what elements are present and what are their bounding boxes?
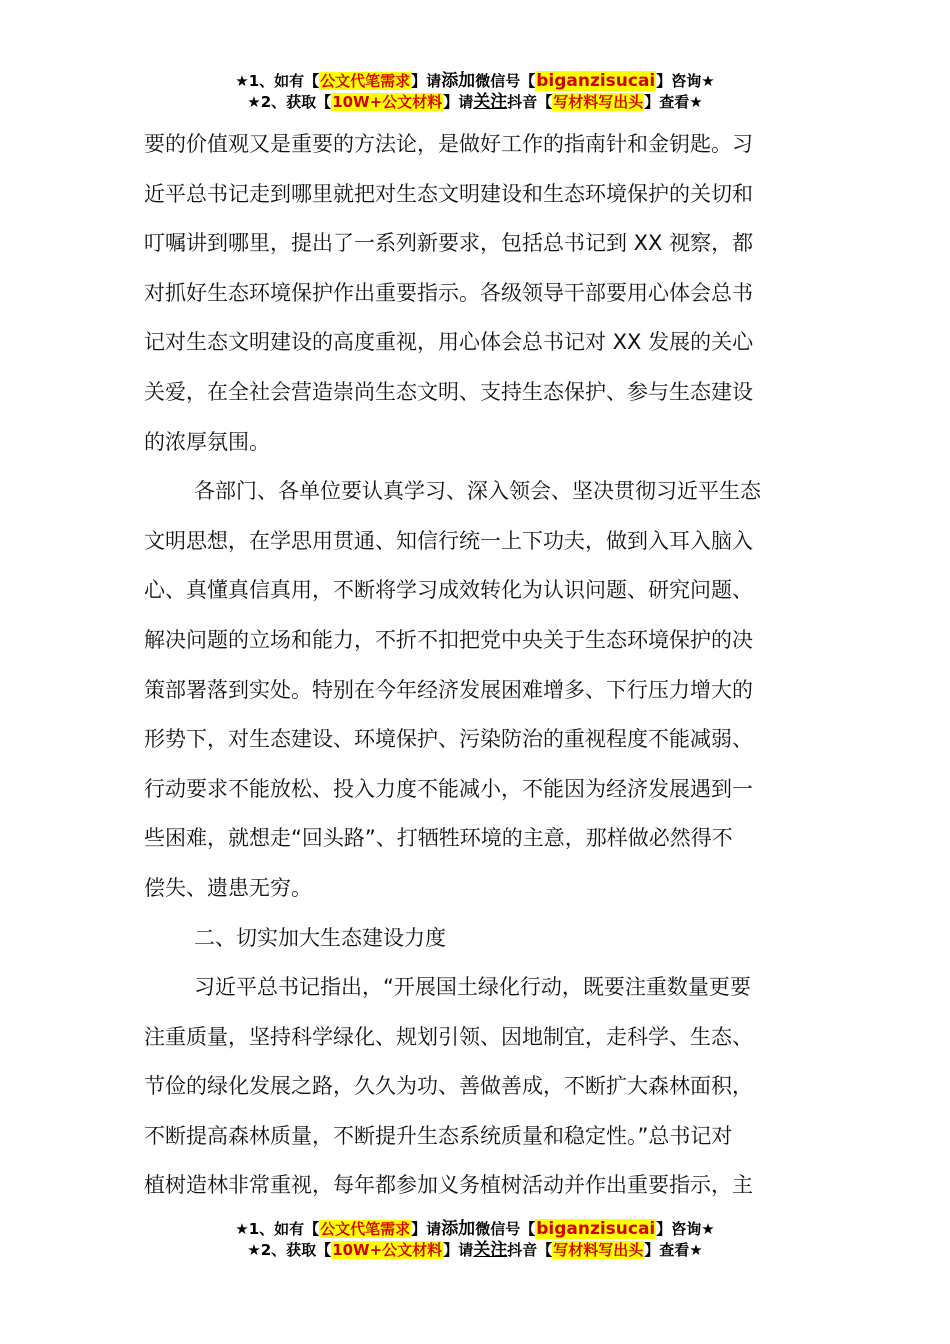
paragraph-line: 对抓好生态环境保护作出重要指示。各级领导干部要用心体会总书 — [144, 280, 753, 305]
highlight-materials: 10W+公文材料 — [332, 93, 443, 111]
highlight-service: 公文代笔需求 — [320, 1220, 411, 1238]
header-banner-line-2: ★2、获取【10W+公文材料】请关注抖音【写材料写出头】查看★ — [247, 92, 703, 112]
footer-banner-line-2: ★2、获取【10W+公文材料】请关注抖音【写材料写出头】查看★ — [247, 1240, 703, 1260]
paragraph-line: 的浓厚氛围。 — [144, 429, 270, 454]
paragraph-line: 心、真懂真信真用，不断将学习成效转化为认识问题、研究问题、 — [144, 578, 753, 603]
paragraph — [144, 467, 804, 913]
highlight-service: 公文代笔需求 — [320, 72, 411, 90]
highlight-douyin-account: 写材料写出头 — [553, 1241, 644, 1259]
highlight-materials: 10W+公文材料 — [332, 1241, 443, 1259]
paragraph-line: 节俭的绿化发展之路，久久为功、善做善成，不断扩大森林面积， — [144, 1074, 753, 1099]
paragraph-line: 要的价值观又是重要的方法论，是做好工作的指南针和金钥匙。习 — [144, 132, 753, 156]
paragraph-line: 习近平总书记指出，“开展国土绿化行动，既要注重数量更要 — [194, 975, 751, 1000]
paragraph-line: 叮嘱讲到哪里，提出了一系列新要求，包括总书记到 XX 视察，都 — [144, 231, 754, 256]
highlight-douyin-account: 写材料写出头 — [553, 93, 644, 111]
paragraph — [144, 914, 804, 964]
header-banner — [0, 71, 950, 113]
paragraph-line: 关爱，在全社会营造崇尚生态文明、支持生态保护、参与生态建设 — [144, 379, 753, 404]
paragraph-line: 近平总书记走到哪里就把对生态文明建设和生态环境保护的关切和 — [144, 181, 753, 206]
highlight-wechat-id: biganzisucai — [536, 71, 656, 91]
paragraph-line: 形势下，对生态建设、环境保护、污染防治的重视程度不能减弱、 — [144, 727, 753, 752]
paragraph-line: 各部门、各单位要认真学习、深入领会、坚决贯彻习近平生态 — [194, 479, 761, 504]
footer-banner-line-1: ★1、如有【公文代笔需求】请添加微信号【biganzisucai】咨询★ — [235, 1219, 715, 1239]
paragraph-line: 注重质量，坚持科学绿化、规划引领、因地制宜，走科学、生态、 — [144, 1024, 753, 1049]
document-body — [144, 120, 804, 1211]
paragraph-line: 二、切实加大生态建设力度 — [194, 925, 446, 950]
paragraph-line: 策部署落到实处。特别在今年经济发展困难增多、下行压力增大的 — [144, 677, 753, 702]
paragraph-line: 记对生态文明建设的高度重视，用心体会总书记对 XX 发展的关心 — [144, 330, 754, 355]
paragraph-line: 不断提高森林质量，不断提升生态系统质量和稳定性。”总书记对 — [144, 1123, 733, 1148]
header-banner-line-1: ★1、如有【公文代笔需求】请添加微信号【biganzisucai】咨询★ — [235, 71, 715, 91]
paragraph-line: 些困难，就想走“回头路”、打牺牲环境的主意，那样做必然得不 — [144, 826, 733, 851]
paragraph-line: 植树造林非常重视，每年都参加义务植树活动并作出重要指示，主 — [144, 1173, 753, 1198]
paragraph-line: 行动要求不能放松、投入力度不能减小，不能因为经济发展遇到一 — [144, 776, 753, 801]
paragraph-line: 偿失、遗患无穷。 — [144, 875, 312, 900]
paragraph-line: 解决问题的立场和能力，不折不扣把党中央关于生态环境保护的决 — [144, 627, 753, 652]
paragraph-line: 文明思想，在学思用贯通、知信行统一上下功夫，做到入耳入脑入 — [144, 528, 753, 553]
paragraph — [144, 120, 804, 467]
paragraph — [144, 963, 804, 1211]
footer-banner — [0, 1219, 950, 1261]
highlight-wechat-id: biganzisucai — [536, 1219, 656, 1239]
